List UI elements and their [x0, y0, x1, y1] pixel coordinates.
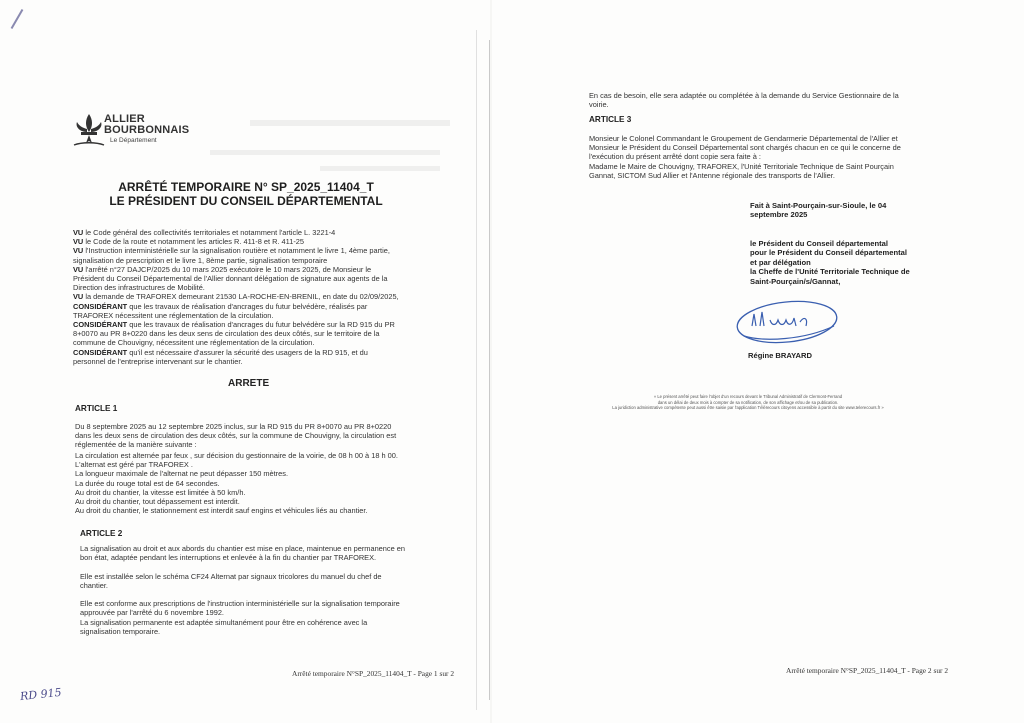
vu-text: signalisation de prescription et le livre 1, 8ème partie, signalisation temporaire — [73, 255, 328, 265]
signature-drawing — [734, 296, 840, 348]
delegation-line: Saint-Pourçain/s/Gannat, — [750, 276, 841, 286]
logo-title — [104, 114, 189, 136]
department-logo — [72, 112, 212, 152]
vu-text: 8+0070 au PR 8+0220 dans les deux sens de circulation des deux côtés, sur le territoire de la — [73, 329, 380, 339]
vu-line — [73, 338, 399, 347]
vu-text: la demande de TRAFOREX demeurant 21530 LA-ROCHE-EN-BRENIL, en date du 02/09/2025, — [83, 292, 399, 302]
article1-line: dans les deux sens de circulation des deux côtés, sur la commune de Chouvigny, la circulation est — [75, 431, 397, 441]
legal-line: « Le présent arrêté peut faire l'objet d'un recours devant le Tribunal Administratif de Clermont-Ferrand — [653, 394, 843, 399]
article1-heading: ARTICLE 1 — [75, 404, 118, 413]
vu-line — [73, 320, 399, 329]
vu-considerant-block — [73, 228, 399, 366]
article2-line: bon état, adaptée pendant les interruptions et enlevée à la fin du chantier par TRAFOREX. — [80, 553, 377, 563]
delegation-line: le Président du Conseil départemental — [750, 239, 888, 248]
vu-prefix: VU — [73, 246, 84, 256]
page-fold — [489, 40, 490, 700]
article2-line: Elle est installée selon le schéma CF24 Alternat par signaux tricolores du manuel du chef de — [80, 571, 382, 581]
article2-heading: ARTICLE 2 — [80, 529, 123, 538]
vu-text: qu'il est nécessaire d'assurer la sécurité des usagers de la RD 915, et du — [127, 347, 368, 357]
article3-line: Madame le Maire de Chouvigny, TRAFOREX, l'Unité Territoriale Technique de Saint Pourçain — [589, 161, 894, 171]
vu-line — [73, 348, 399, 357]
vu-text: commune de Chouvigny, nécessitent une réglementation de la circulation. — [73, 338, 315, 348]
article1-list-item: Au droit du chantier, tout dépassement est interdit. — [75, 497, 240, 507]
vu-prefix: VU — [73, 228, 84, 237]
scan-ghost — [210, 150, 440, 155]
right-intro-line: voirie. — [589, 100, 609, 110]
logo-subtitle: Le Département — [110, 137, 157, 144]
vu-prefix: CONSIDÉRANT — [73, 301, 128, 311]
article3-line: Monsieur le Colonel Commandant le Groupement de Gendarmerie Départemental de l'Allier et — [589, 134, 898, 143]
delegation-line: la Cheffe de l'Unité Territoriale Technique de — [750, 267, 910, 277]
place-date-line: septembre 2025 — [750, 210, 808, 220]
article3-body — [589, 134, 901, 180]
article2-line: chantier. — [80, 580, 108, 590]
handwritten-note: RD 915 — [19, 685, 63, 704]
vu-prefix: VU — [73, 292, 84, 302]
vu-text: que les travaux de réalisation d'ancrages du futur belvédère sur la RD 915 du PR — [127, 320, 395, 330]
legal-notice — [598, 394, 898, 411]
page-footer-right: Arrêté temporaire N°SP_2025_11404_T - Page 2 sur 2 — [786, 666, 949, 675]
place-date-line: Fait à Saint-Pourçain-sur-Sioule, le 04 — [750, 201, 887, 210]
vu-prefix: VU — [73, 264, 84, 274]
article1-list-item: La longueur maximale de l'alternat ne peut dépasser 150 mètres. — [75, 469, 288, 479]
delegation-line: pour le Président du Conseil départemental — [750, 248, 907, 258]
vu-line — [73, 292, 399, 301]
vu-line — [73, 302, 399, 311]
vu-line — [73, 274, 399, 283]
article1-line: réglementée de la manière suivante : — [75, 440, 197, 450]
right-intro-line: En cas de besoin, elle sera adaptée ou complétée à la demande du Service Gestionnaire de la — [589, 91, 899, 100]
vu-prefix: CONSIDÉRANT — [73, 320, 128, 330]
article1-line: Du 8 septembre 2025 au 12 septembre 2025 inclus, sur la RD 915 du PR 8+0070 au PR 8+0220 — [75, 422, 392, 431]
vu-text: Président du Conseil Départemental de l'Allier donnant délégation de signature aux agents de la — [73, 274, 388, 284]
legal-line: dans un délai de deux mois à compter de sa notification, de son affichage et/ou de sa publication. — [657, 399, 839, 405]
vu-prefix: CONSIDÉRANT — [73, 347, 128, 357]
article2-line: La signalisation permanente est adaptée simultanément pour être en cohérence avec la — [80, 617, 368, 627]
scan-ghost — [320, 166, 440, 171]
vu-text: Direction des infrastructures de Mobilité. — [73, 283, 205, 293]
vu-text: l'arrêté n°27 DAJCP/2025 du 10 mars 2025 exécutoire le 10 mars 2025, de Monsieur le — [83, 264, 372, 274]
article1-list-item: Au droit du chantier, le stationnement est interdit sauf engins et véhicules liés au chantier. — [75, 506, 368, 516]
article1-list-item: La circulation est alternée par feux , sur décision du gestionnaire de la voirie, de 08 h 00 à 18 h 00. — [75, 451, 398, 460]
delegation-block — [750, 239, 910, 286]
vu-line — [73, 311, 399, 320]
vu-text: le Code général des collectivités territoriales et notamment l'article L. 3221-4 — [83, 228, 336, 237]
vu-line — [73, 283, 399, 292]
delegation-line: et par délégation — [750, 257, 811, 267]
article2-line — [80, 590, 405, 599]
vu-text: le Code de la route et notamment les articles R. 411-8 et R. 411-25 — [83, 237, 305, 247]
vu-text: personnel de l'entreprise intervenant sur le chantier. — [73, 356, 243, 366]
article1-list-item: L'alternat est géré par TRAFOREX . — [75, 460, 193, 470]
vu-text: que les travaux de réalisation d'ancrages du futur belvédère, réalisés par — [127, 301, 368, 311]
vu-line — [73, 246, 399, 255]
article2-line: La signalisation au droit et aux abords du chantier est mise en place, maintenue en permanence en — [80, 544, 405, 553]
article1-list-item: La durée du rouge total est de 64 secondes. — [75, 478, 220, 488]
article2-line: Elle est conforme aux prescriptions de l'instruction interministérielle sur la signalisation temporaire — [80, 599, 400, 609]
article2-line: signalisation temporaire. — [80, 626, 161, 636]
arrete-heading: ARRETE — [228, 378, 270, 389]
right-intro-text — [589, 91, 899, 109]
signer-name: Régine BRAYARD — [748, 351, 813, 360]
vu-line — [73, 228, 399, 237]
article2-line — [80, 562, 405, 571]
place-date — [750, 201, 886, 220]
article1-list-item: Au droit du chantier, la vitesse est limitée à 50 km/h. — [75, 487, 246, 497]
article3-heading: ARTICLE 3 — [589, 115, 632, 124]
logo-line2: BOURBONNAIS — [104, 124, 190, 136]
page-edge — [476, 30, 477, 710]
vu-line — [73, 329, 399, 338]
article3-line: Gannat, SICTOM Sud Allier et l'Antenne régionale des transports de l'Allier. — [589, 170, 835, 180]
fleur-de-lis-icon — [72, 112, 106, 148]
page-footer-left: Arrêté temporaire N°SP_2025_11404_T - Page 1 sur 2 — [292, 669, 455, 678]
vu-prefix: VU — [73, 237, 84, 247]
vu-line — [73, 256, 399, 265]
legal-line: La juridiction administrative compétente peut aussi être saisie par l'application Télérecours citoyens accessible à partir du site www.telerecours.fr » — [612, 405, 884, 411]
article2-body — [80, 544, 405, 636]
logo-line1: ALLIER — [104, 113, 145, 125]
vu-line — [73, 357, 399, 366]
scan-ghost — [250, 120, 450, 126]
vu-line — [73, 265, 399, 274]
article1-body — [75, 422, 396, 450]
document-title: ARRÊTÉ TEMPORAIRE N° SP_2025_11404_T — [118, 180, 374, 194]
vu-line — [73, 237, 399, 246]
article3-line: Monsieur le Président du Conseil Départemental sont chargés chacun en ce qui le concerne de — [589, 143, 901, 153]
article3-line: l'exécution du présent arrêté dont copie sera faite à : — [589, 152, 761, 162]
article1-list — [75, 451, 398, 515]
vu-text: TRAFOREX nécessitent une réglementation de la circulation. — [73, 310, 274, 320]
article2-line: approuvée par l'arrêté du 6 novembre 1992. — [80, 608, 224, 618]
vu-text: l'Instruction interministérielle sur la signalisation routière et notamment le livre 1, 4ème partie, — [83, 246, 390, 256]
document-subtitle: LE PRÉSIDENT DU CONSEIL DÉPARTEMENTAL — [109, 194, 383, 208]
